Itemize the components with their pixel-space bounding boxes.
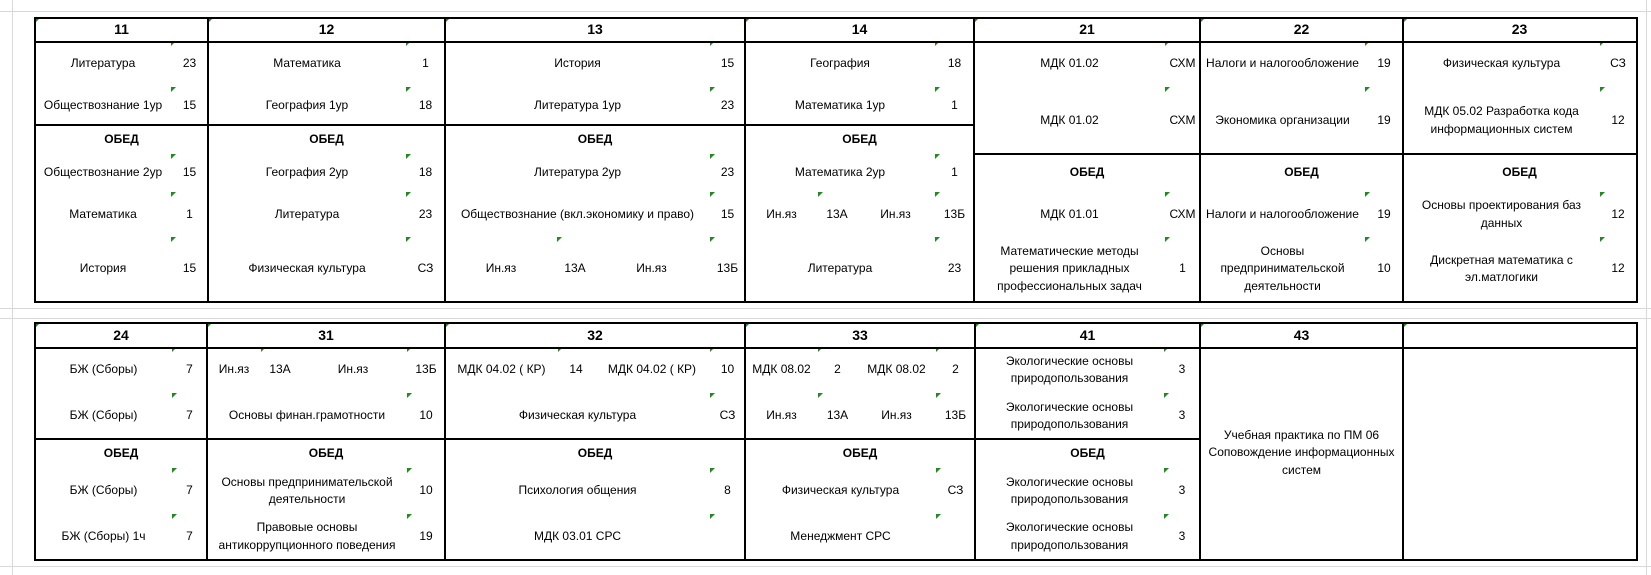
lunch-cell[interactable]: ОБЕД [1200,154,1404,193]
subject-cell[interactable]: МДК 03.01 СРС [445,514,711,560]
room-cell[interactable]: 3 [1164,514,1201,560]
room-cell[interactable]: 2 [818,347,858,394]
subject-cell[interactable]: МДК 04.02 ( КР) [594,347,711,394]
room-cell[interactable]: 10 [1365,237,1404,302]
room-cell[interactable]: СЗ [710,393,746,440]
room-cell[interactable]: 12 [1600,87,1637,155]
subject-cell[interactable]: БЖ (Сборы) [35,393,173,440]
lunch-cell[interactable]: ОБЕД [745,439,976,469]
subject-cell[interactable]: География [745,41,936,88]
subject-cell[interactable]: Литература [35,41,172,88]
empty-cell[interactable] [1403,439,1637,469]
subject-cell[interactable]: Математические методы решения прикладных профессиональных задач [974,237,1166,302]
subject-cell[interactable]: Обществознание 1ур [35,87,172,126]
subject-cell[interactable]: Ин.яз [445,237,558,302]
subject-cell[interactable]: Физическая культура [208,237,407,302]
room-cell[interactable]: 8 [710,468,746,515]
subject-cell[interactable]: История [35,237,172,302]
room-cell[interactable]: 15 [171,87,209,126]
room-cell[interactable]: 19 [1365,41,1404,88]
subject-cell[interactable]: МДК 01.01 [974,192,1166,238]
room-cell[interactable]: 10 [710,347,746,394]
gridline [0,318,1651,319]
room-cell[interactable]: 13А [818,393,858,440]
empty-cell[interactable] [1403,514,1637,560]
room-cell[interactable]: 13Б [935,192,975,238]
subject-cell[interactable]: Ин.яз [299,347,408,394]
group-number-header[interactable]: 23 [1403,18,1637,42]
room-cell[interactable]: 7 [172,393,208,440]
room-cell[interactable]: 3 [1164,393,1201,440]
subject-cell[interactable]: Ин.яз [856,192,936,238]
subject-cell[interactable]: Экологические основы природопользования [975,514,1165,560]
empty-cell[interactable] [1403,347,1637,394]
subject-cell[interactable]: Физическая культура [745,468,937,515]
subject-cell[interactable]: Основы проектирования баз данных [1403,192,1601,238]
subject-cell[interactable]: Ин.яз [593,237,711,302]
room-cell[interactable]: 2 [936,347,976,394]
subject-cell[interactable]: Математика [208,41,407,88]
room-cell[interactable]: 15 [171,237,209,302]
group-number-header[interactable] [1403,323,1637,348]
subject-cell[interactable]: МДК 04.02 ( КР) [445,347,559,394]
empty-cell[interactable] [1403,468,1637,515]
lunch-cell[interactable]: ОБЕД [1403,154,1637,193]
gridline [12,0,13,575]
subject-cell[interactable]: Физическая культура [1403,41,1601,88]
group-number-header[interactable]: 14 [745,18,975,42]
room-cell[interactable]: 18 [406,154,446,193]
room-cell[interactable]: СХМ [1165,41,1201,88]
room-cell[interactable]: СЗ [936,468,976,515]
room-cell[interactable]: 13А [818,192,857,238]
room-cell[interactable]: 13Б [407,347,446,394]
group-number-header[interactable]: 41 [975,323,1201,348]
subject-cell[interactable]: Менеджмент СРС [745,514,937,560]
subject-cell[interactable]: Правовые основы антикоррупционного поведения [207,514,408,560]
lunch-cell[interactable]: ОБЕД [445,125,746,155]
room-cell[interactable]: 15 [710,41,746,88]
lunch-cell[interactable]: ОБЕД [207,439,446,469]
subject-cell[interactable]: Математика 2ур [745,154,936,193]
subject-cell[interactable]: Обществознание 2ур [35,154,172,193]
room-cell[interactable]: СХМ [1165,192,1201,238]
room-cell[interactable]: 13А [557,237,594,302]
subject-cell[interactable]: БЖ (Сборы) [35,347,173,394]
subject-cell[interactable]: Обществознание (вкл.экономику и право) [445,192,711,238]
lunch-cell[interactable]: ОБЕД [35,125,209,155]
room-cell[interactable] [936,514,976,560]
group-number-header[interactable]: 11 [35,18,209,42]
lunch-cell[interactable]: ОБЕД [445,439,746,469]
gridline [0,11,1651,12]
room-cell[interactable]: 13Б [710,237,746,302]
lunch-cell[interactable]: ОБЕД [974,154,1201,193]
subject-cell[interactable]: МДК 08.02 [745,347,819,394]
subject-cell[interactable]: Ин.яз [745,393,819,440]
subject-cell[interactable]: МДК 01.02 [974,41,1166,88]
room-cell[interactable]: 13А [261,347,300,394]
subject-cell[interactable]: Ин.яз [745,192,819,238]
group-number-header[interactable]: 13 [445,18,746,42]
room-cell[interactable]: 19 [1365,192,1404,238]
room-cell[interactable]: 1 [1165,237,1201,302]
group-number-header[interactable]: 33 [745,323,976,348]
room-cell[interactable]: 13Б [936,393,976,440]
subject-cell[interactable]: География 1ур [208,87,407,126]
room-cell[interactable]: 3 [1164,468,1201,515]
gridline [1646,0,1647,575]
group-number-header[interactable]: 31 [207,323,446,348]
room-cell[interactable]: 10 [407,393,446,440]
group-number-header[interactable]: 22 [1200,18,1404,42]
subject-cell[interactable]: МДК 08.02 [857,347,937,394]
lunch-cell[interactable]: ОБЕД [35,439,208,469]
room-cell[interactable]: 7 [172,347,208,394]
room-cell[interactable]: 1 [935,154,975,193]
gridline [0,308,1651,309]
subject-cell[interactable]: Ин.яз [857,393,937,440]
room-cell[interactable]: 15 [710,192,746,238]
subject-cell[interactable]: МДК 05.02 Разработка кода информационных систем [1403,87,1601,155]
room-cell[interactable]: 1 [935,87,975,126]
group-number-header[interactable]: 12 [208,18,446,42]
room-cell[interactable]: 3 [1164,347,1201,394]
room-cell[interactable]: 1 [171,192,209,238]
subject-cell[interactable]: Литература 1ур [445,87,711,126]
subject-cell[interactable]: МДК 01.02 [974,87,1166,155]
subject-cell[interactable]: Экономика организации [1200,87,1366,155]
gridline [0,566,1651,567]
room-cell[interactable]: 18 [406,87,446,126]
subject-cell[interactable]: БЖ (Сборы) 1ч [35,514,173,560]
room-cell[interactable]: 7 [172,468,208,515]
subject-cell[interactable]: Основы финан.грамотности [207,393,408,440]
room-cell[interactable]: 23 [171,41,209,88]
room-cell[interactable] [710,514,746,560]
empty-cell[interactable] [1403,393,1637,440]
subject-cell[interactable]: География 2ур [208,154,407,193]
room-cell[interactable]: 23 [710,87,746,126]
subject-cell[interactable]: Основы предпринимательской деятельности [207,468,408,515]
lunch-cell[interactable]: ОБЕД [745,125,975,155]
subject-cell[interactable]: Математика [35,192,172,238]
subject-cell[interactable]: Налоги и налогообложение [1200,192,1366,238]
group-number-header[interactable]: 24 [35,323,208,348]
room-cell[interactable]: 23 [935,237,975,302]
room-cell[interactable]: СХМ [1165,87,1201,155]
room-cell[interactable]: 10 [407,468,446,515]
room-cell[interactable]: 15 [171,154,209,193]
subject-cell[interactable]: Дискретная математика с эл.матлогики [1403,237,1601,302]
room-cell[interactable]: СЗ [1600,41,1637,88]
room-cell[interactable]: 19 [1365,87,1404,155]
room-cell[interactable]: СЗ [406,237,446,302]
room-cell[interactable]: 18 [935,41,975,88]
subject-cell[interactable]: Психология общения [445,468,711,515]
group-number-header[interactable]: 43 [1200,323,1404,348]
subject-cell[interactable]: Литература [208,192,407,238]
room-cell[interactable]: 14 [558,347,595,394]
practice-cell[interactable]: Учебная практика по ПМ 06 Соповождение информационных систем [1200,347,1404,560]
room-cell[interactable]: 12 [1600,237,1637,302]
subject-cell[interactable]: Экологические основы природопользования [975,347,1165,394]
lunch-cell[interactable]: ОБЕД [975,439,1201,469]
group-number-header[interactable]: 21 [974,18,1201,42]
subject-cell[interactable]: Физическая культура [445,393,711,440]
room-cell[interactable]: 23 [710,154,746,193]
lunch-cell[interactable]: ОБЕД [208,125,446,155]
subject-cell[interactable]: История [445,41,711,88]
subject-cell[interactable]: Математика 1ур [745,87,936,126]
room-cell[interactable]: 19 [407,514,446,560]
room-cell[interactable]: 7 [172,514,208,560]
subject-cell[interactable]: Экологические основы природопользования [975,468,1165,515]
subject-cell[interactable]: Экологические основы природопользования [975,393,1165,440]
room-cell[interactable]: 12 [1600,192,1637,238]
room-cell[interactable]: 1 [406,41,446,88]
subject-cell[interactable]: Литература [745,237,936,302]
subject-cell[interactable]: Налоги и налогообложение [1200,41,1366,88]
subject-cell[interactable]: БЖ (Сборы) [35,468,173,515]
subject-cell[interactable]: Ин.яз [207,347,262,394]
group-number-header[interactable]: 32 [445,323,746,348]
subject-cell[interactable]: Основы предпринимательской деятельности [1200,237,1366,302]
room-cell[interactable]: 23 [406,192,446,238]
subject-cell[interactable]: Литература 2ур [445,154,711,193]
